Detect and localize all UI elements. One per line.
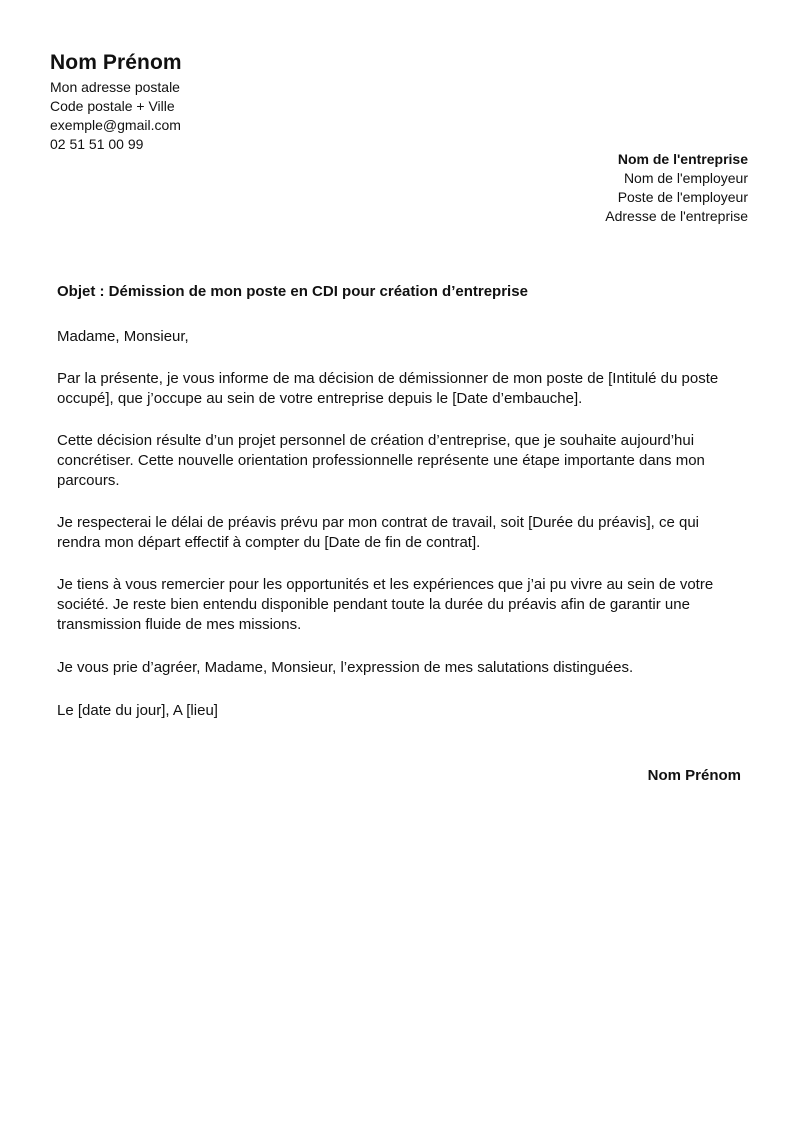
recipient-block: [448, 150, 748, 226]
sender-city: Code postale + Ville: [50, 98, 175, 114]
recipient-company: Nom de l'entreprise: [617, 151, 748, 167]
sender-name: Nom Prénom: [50, 51, 182, 74]
letter-paragraph: Je respecterai le délai de préavis prévu par mon contrat de travail, soit [Durée du préavis], ce qui rendra mon départ effectif à compter du [Date de fin de contrat].: [57, 514, 699, 551]
letter-paragraph: Cette décision résulte d’un projet personnel de création d’entreprise, que je souhaite aujourd’hui concrétiser. Cette nouvelle orientation professionnelle représente une étape importante dans mon parcours.: [57, 432, 705, 489]
letter-signature: Nom Prénom: [647, 767, 741, 784]
letter-greeting: Madame, Monsieur,: [57, 328, 189, 345]
letter-place-date: Le [date du jour], A [lieu]: [57, 702, 218, 719]
sender-phone: 02 51 51 00 99: [50, 136, 144, 152]
letter-paragraph: Je tiens à vous remercier pour les opportunités et les expériences que j’ai pu vivre au sein de votre société. Je reste bien entendu disponible pendant toute la durée du préavis afin de garantir une transmission fluide de mes missions.: [57, 576, 714, 633]
recipient-employer-position: Poste de l'employeur: [617, 189, 748, 205]
letter-subject: Objet : Démission de mon poste en CDI pour création d’entreprise: [57, 283, 528, 300]
sender-email: exemple@gmail.com: [50, 117, 181, 133]
letter-closing: Je vous prie d’agréer, Madame, Monsieur, l’expression de mes salutations distinguées.: [57, 659, 634, 676]
recipient-company-address: Adresse de l'entreprise: [605, 208, 748, 224]
letter-paragraph: Par la présente, je vous informe de ma décision de démissionner de mon poste de [Intitulé du poste occupé], que j’occupe au sein de votre entreprise depuis le [Date d’embauche].: [57, 370, 719, 407]
letter-body: [57, 281, 747, 721]
recipient-employer-name: Nom de l'employeur: [623, 170, 748, 186]
sender-address: Mon adresse postale: [50, 79, 180, 95]
sender-block: [50, 50, 380, 154]
